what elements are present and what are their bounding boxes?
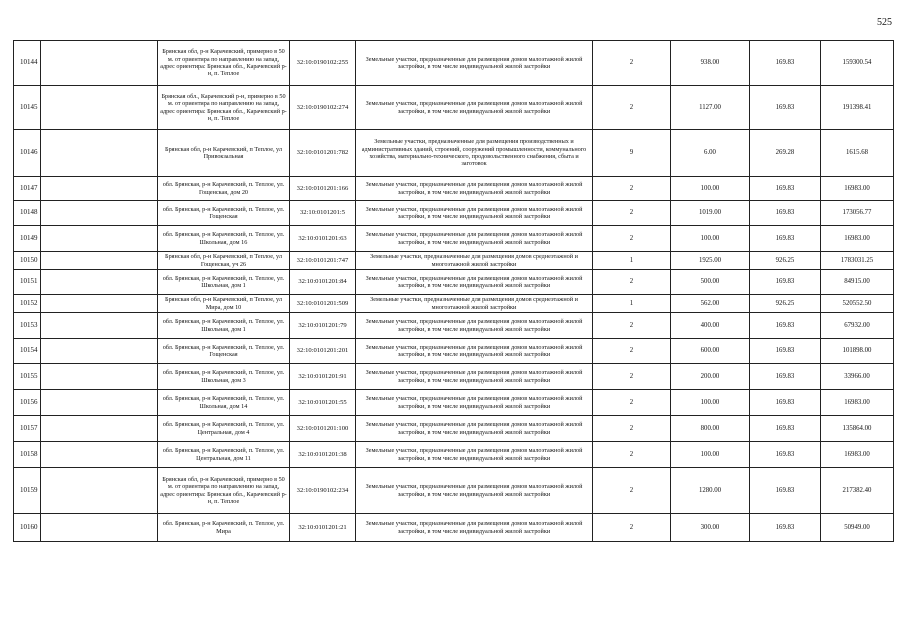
empty-cell — [41, 86, 158, 130]
area-cell: 200.00 — [671, 364, 750, 390]
address-cell: обл. Брянская, р-н Карачевский, п. Теплое, ул. Школьная, дом 1 — [158, 270, 290, 295]
cadastral-value-cell: 16983.00 — [821, 226, 894, 252]
cadastral-table — [13, 40, 894, 542]
cadastral-value-cell: 1615.68 — [821, 130, 894, 177]
land-use-cell: Земельные участки, предназначенные для размещения домов малоэтажной жилой застройки, в том числе индивидуальной жилой застройки — [356, 313, 593, 339]
row-id: 10149 — [14, 226, 41, 252]
empty-cell — [41, 390, 158, 416]
category-cell: 1 — [593, 295, 671, 313]
area-cell: 6.00 — [671, 130, 750, 177]
cadastral-number-cell: 32:10:0101201:91 — [290, 364, 356, 390]
empty-cell — [41, 252, 158, 270]
land-use-cell: Земельные участки, предназначенные для размещения домов малоэтажной жилой застройки, в том числе индивидуальной жилой застройки — [356, 177, 593, 201]
rate-cell: 169.83 — [750, 41, 821, 86]
land-use-cell: Земельные участки, предназначенные для размещения домов малоэтажной жилой застройки, в том числе индивидуальной жилой застройки — [356, 339, 593, 364]
cadastral-value-cell: 16983.00 — [821, 390, 894, 416]
category-cell: 2 — [593, 201, 671, 226]
table-row — [14, 313, 894, 339]
table-row — [14, 390, 894, 416]
empty-cell — [41, 364, 158, 390]
rate-cell: 169.83 — [750, 416, 821, 442]
cadastral-value-cell: 1783031.25 — [821, 252, 894, 270]
category-cell: 2 — [593, 416, 671, 442]
row-id: 10154 — [14, 339, 41, 364]
row-id: 10153 — [14, 313, 41, 339]
area-cell: 100.00 — [671, 390, 750, 416]
address-cell: обл. Брянская, р-н Карачевский, п. Теплое, ул. Школьная, дом 3 — [158, 364, 290, 390]
row-id: 10159 — [14, 468, 41, 514]
rate-cell: 169.83 — [750, 177, 821, 201]
address-cell: обл. Брянская, р-н Карачевский, п. Теплое, ул. Гощенская — [158, 201, 290, 226]
area-cell: 1280.00 — [671, 468, 750, 514]
cadastral-number-cell: 32:10:0101201:5 — [290, 201, 356, 226]
area-cell: 1019.00 — [671, 201, 750, 226]
row-id: 10144 — [14, 41, 41, 86]
area-cell: 938.00 — [671, 41, 750, 86]
land-use-cell: Земельные участки, предназначенные для размещения домов малоэтажной жилой застройки, в том числе индивидуальной жилой застройки — [356, 416, 593, 442]
rate-cell: 169.83 — [750, 226, 821, 252]
cadastral-number-cell: 32:10:0190102:234 — [290, 468, 356, 514]
cadastral-value-cell: 159300.54 — [821, 41, 894, 86]
cadastral-number-cell: 32:10:0101201:55 — [290, 390, 356, 416]
cadastral-value-cell: 101898.00 — [821, 339, 894, 364]
row-id: 10160 — [14, 514, 41, 542]
area-cell: 100.00 — [671, 177, 750, 201]
land-use-cell: Земельные участки, предназначенные для размещения домов малоэтажной жилой застройки, в том числе индивидуальной жилой застройки — [356, 41, 593, 86]
address-cell: Брянская обл, р-н Карачевский, примерно в 50 м. от ориентира по направлению на запад, адрес ориентира: Брянская обл., Карачевский р-н, п. Теплое — [158, 468, 290, 514]
category-cell: 2 — [593, 364, 671, 390]
area-cell: 562.00 — [671, 295, 750, 313]
rate-cell: 926.25 — [750, 295, 821, 313]
empty-cell — [41, 130, 158, 177]
rate-cell: 169.83 — [750, 86, 821, 130]
cadastral-value-cell: 217382.40 — [821, 468, 894, 514]
cadastral-number-cell: 32:10:0101201:84 — [290, 270, 356, 295]
area-cell: 400.00 — [671, 313, 750, 339]
cadastral-number-cell: 32:10:0101201:38 — [290, 442, 356, 468]
row-id: 10158 — [14, 442, 41, 468]
cadastral-value-cell: 135864.00 — [821, 416, 894, 442]
category-cell: 9 — [593, 130, 671, 177]
cadastral-value-cell: 520552.50 — [821, 295, 894, 313]
category-cell: 2 — [593, 339, 671, 364]
address-cell: Брянская обл, р-н Карачевский, п Теплое, ул Мира, дом 10 — [158, 295, 290, 313]
table-row — [14, 270, 894, 295]
rate-cell: 169.83 — [750, 468, 821, 514]
empty-cell — [41, 339, 158, 364]
address-cell: Брянская обл, р-н Карачевский, примерно в 50 м. от ориентира по направлению на запад, адрес ориентира: Брянская обл., Карачевский р-н, п. Теплое — [158, 41, 290, 86]
category-cell: 2 — [593, 86, 671, 130]
empty-cell — [41, 416, 158, 442]
row-id: 10157 — [14, 416, 41, 442]
empty-cell — [41, 226, 158, 252]
cadastral-number-cell: 32:10:0101201:782 — [290, 130, 356, 177]
area-cell: 300.00 — [671, 514, 750, 542]
rate-cell: 169.83 — [750, 442, 821, 468]
land-use-cell: Земельные участки, предназначенные для размещения домов малоэтажной жилой застройки, в том числе индивидуальной жилой застройки — [356, 364, 593, 390]
empty-cell — [41, 295, 158, 313]
table-row — [14, 130, 894, 177]
row-id: 10147 — [14, 177, 41, 201]
category-cell: 2 — [593, 41, 671, 86]
address-cell: обл. Брянская, р-н Карачевский, п. Теплое, ул. Мира — [158, 514, 290, 542]
table-row — [14, 41, 894, 86]
area-cell: 100.00 — [671, 226, 750, 252]
table-body — [14, 41, 894, 542]
land-use-cell: Земельные участки, предназначенные для размещения домов малоэтажной жилой застройки, в том числе индивидуальной жилой застройки — [356, 226, 593, 252]
page-number: 525 — [877, 17, 892, 28]
category-cell: 2 — [593, 442, 671, 468]
table-row — [14, 177, 894, 201]
category-cell: 2 — [593, 177, 671, 201]
row-id: 10145 — [14, 86, 41, 130]
address-cell: обл. Брянская, р-н Карачевский, п. Теплое, ул. Школьная, дом 16 — [158, 226, 290, 252]
land-use-cell: Земельные участки, предназначенные для размещения домов малоэтажной жилой застройки, в том числе индивидуальной жилой застройки — [356, 390, 593, 416]
land-use-cell: Земельные участки, предназначенные для размещения домов малоэтажной жилой застройки, в том числе индивидуальной жилой застройки — [356, 86, 593, 130]
empty-cell — [41, 514, 158, 542]
cadastral-number-cell: 32:10:0101201:509 — [290, 295, 356, 313]
rate-cell: 169.83 — [750, 339, 821, 364]
row-id: 10151 — [14, 270, 41, 295]
cadastral-number-cell: 32:10:0101201:100 — [290, 416, 356, 442]
address-cell: Брянская обл., Карачевский р-н, примерно в 50 м. от ориентира по направлению на запад, адрес ориентира: Брянская обл., Карачевский р-н, п. Теплое — [158, 86, 290, 130]
address-cell: обл. Брянская, р-н Карачевский, п. Теплое, ул. Центральная, дом 11 — [158, 442, 290, 468]
area-cell: 600.00 — [671, 339, 750, 364]
table-row — [14, 252, 894, 270]
land-use-cell: Земельные участки, предназначенные для размещения домов среднеэтажной и многоэтажной жилой застройки — [356, 295, 593, 313]
table-row — [14, 468, 894, 514]
address-cell: обл. Брянская, р-н Карачевский, п. Теплое, ул. Школьная, дом 14 — [158, 390, 290, 416]
row-id: 10156 — [14, 390, 41, 416]
cadastral-number-cell: 32:10:0101201:63 — [290, 226, 356, 252]
empty-cell — [41, 270, 158, 295]
rate-cell: 169.83 — [750, 514, 821, 542]
category-cell: 2 — [593, 390, 671, 416]
table-row — [14, 201, 894, 226]
table-row — [14, 514, 894, 542]
area-cell: 100.00 — [671, 442, 750, 468]
empty-cell — [41, 201, 158, 226]
row-id: 10146 — [14, 130, 41, 177]
cadastral-value-cell: 84915.00 — [821, 270, 894, 295]
table-row — [14, 226, 894, 252]
address-cell: обл. Брянская, р-н Карачевский, п. Теплое, ул. Школьная, дом 1 — [158, 313, 290, 339]
table-row — [14, 364, 894, 390]
category-cell: 2 — [593, 468, 671, 514]
address-cell: обл. Брянская, р-н Карачевский, п. Теплое, ул. Гощенская — [158, 339, 290, 364]
category-cell: 2 — [593, 313, 671, 339]
rate-cell: 169.83 — [750, 364, 821, 390]
category-cell: 2 — [593, 226, 671, 252]
row-id: 10148 — [14, 201, 41, 226]
empty-cell — [41, 41, 158, 86]
cadastral-number-cell: 32:10:0101201:166 — [290, 177, 356, 201]
address-cell: обл. Брянская, р-н Карачевский, п. Теплое, ул. Центральная, дом 4 — [158, 416, 290, 442]
table-row — [14, 442, 894, 468]
row-id: 10150 — [14, 252, 41, 270]
rate-cell: 169.83 — [750, 201, 821, 226]
address-cell: Брянская обл, р-н Карачевский, п Теплое, ул Гощенская, уч 26 — [158, 252, 290, 270]
area-cell: 500.00 — [671, 270, 750, 295]
rate-cell: 269.28 — [750, 130, 821, 177]
cadastral-number-cell: 32:10:0190102:255 — [290, 41, 356, 86]
land-use-cell: Земельные участки, предназначенные для размещения домов малоэтажной жилой застройки, в том числе индивидуальной жилой застройки — [356, 442, 593, 468]
cadastral-value-cell: 16983.00 — [821, 442, 894, 468]
land-use-cell: Земельные участки, предназначенные для размещения домов малоэтажной жилой застройки, в том числе индивидуальной жилой застройки — [356, 514, 593, 542]
empty-cell — [41, 442, 158, 468]
land-use-cell: Земельные участки, предназначенные для размещения домов малоэтажной жилой застройки, в том числе индивидуальной жилой застройки — [356, 201, 593, 226]
address-cell: Брянская обл, р-н Карачевский, п Теплое, ул Привокзальная — [158, 130, 290, 177]
land-use-cell: Земельные участки, предназначенные для размещения домов малоэтажной жилой застройки, в том числе индивидуальной жилой застройки — [356, 468, 593, 514]
empty-cell — [41, 313, 158, 339]
land-use-cell: Земельные участки, предназначенные для размещения производственных и административных зданий, строений, сооружений промышленности, коммунального хозяйства, материально-технического, продовольственного снабжения, сбыта и заготовок — [356, 130, 593, 177]
cadastral-value-cell: 33966.00 — [821, 364, 894, 390]
cadastral-number-cell: 32:10:0101201:79 — [290, 313, 356, 339]
empty-cell — [41, 177, 158, 201]
cadastral-value-cell: 191398.41 — [821, 86, 894, 130]
row-id: 10155 — [14, 364, 41, 390]
table-row — [14, 416, 894, 442]
land-use-cell: Земельные участки, предназначенные для размещения домов малоэтажной жилой застройки, в том числе индивидуальной жилой застройки — [356, 270, 593, 295]
cadastral-number-cell: 32:10:0101201:201 — [290, 339, 356, 364]
land-use-cell: Земельные участки, предназначенные для размещения домов среднеэтажной и многоэтажной жилой застройки — [356, 252, 593, 270]
cadastral-number-cell: 32:10:0101201:747 — [290, 252, 356, 270]
cadastral-value-cell: 173056.77 — [821, 201, 894, 226]
cadastral-number-cell: 32:10:0190102:274 — [290, 86, 356, 130]
rate-cell: 169.83 — [750, 313, 821, 339]
cadastral-value-cell: 16983.00 — [821, 177, 894, 201]
area-cell: 800.00 — [671, 416, 750, 442]
category-cell: 1 — [593, 252, 671, 270]
area-cell: 1925.00 — [671, 252, 750, 270]
row-id: 10152 — [14, 295, 41, 313]
address-cell: обл. Брянская, р-н Карачевский, п. Теплое, ул. Гощенская, дом 20 — [158, 177, 290, 201]
cadastral-value-cell: 67932.00 — [821, 313, 894, 339]
table-row — [14, 339, 894, 364]
rate-cell: 169.83 — [750, 270, 821, 295]
category-cell: 2 — [593, 270, 671, 295]
area-cell: 1127.00 — [671, 86, 750, 130]
rate-cell: 926.25 — [750, 252, 821, 270]
table-row — [14, 295, 894, 313]
empty-cell — [41, 468, 158, 514]
table-row — [14, 86, 894, 130]
cadastral-number-cell: 32:10:0101201:21 — [290, 514, 356, 542]
cadastral-value-cell: 50949.00 — [821, 514, 894, 542]
category-cell: 2 — [593, 514, 671, 542]
rate-cell: 169.83 — [750, 390, 821, 416]
